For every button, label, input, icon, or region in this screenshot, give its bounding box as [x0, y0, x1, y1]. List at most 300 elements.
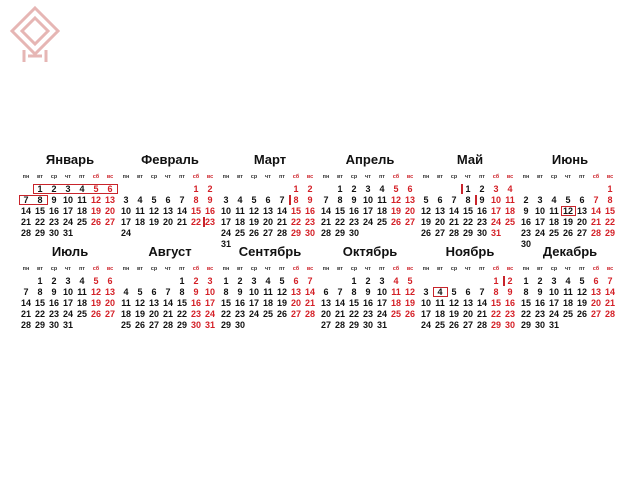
day-cell: 24 [204, 309, 215, 319]
day-cell: 5 [137, 287, 143, 297]
day-cell: 29 [334, 228, 345, 238]
day-cell: 16 [476, 206, 487, 216]
day-cell: 25 [376, 217, 387, 227]
day-cell: 23 [362, 309, 373, 319]
weekday-label: ср [50, 174, 58, 180]
day-cell: 26 [448, 320, 459, 330]
day-cell: 23 [48, 217, 59, 227]
day-cell: 25 [262, 309, 273, 319]
day-cell: 16 [48, 206, 59, 216]
day-cell: 12 [420, 206, 431, 216]
weekday-label: сб [292, 174, 300, 180]
day-cell: 6 [323, 287, 329, 297]
day-cell: 29 [34, 228, 45, 238]
day-cell: 14 [604, 287, 615, 297]
day-cell: 7 [337, 287, 343, 297]
day-cell: 13 [148, 298, 159, 308]
day-cell: 24 [362, 217, 373, 227]
weekday-label: вт [236, 174, 243, 180]
day-cell: 2 [193, 276, 199, 286]
day-cell: 13 [434, 206, 445, 216]
day-cell: 28 [162, 320, 173, 330]
holiday-highlight [203, 217, 205, 227]
day-cell: 20 [104, 298, 115, 308]
day-cell: 1 [523, 276, 529, 286]
weekday-label: чт [365, 266, 371, 272]
weekday-label: чт [65, 174, 71, 180]
weekday-label: сб [492, 266, 500, 272]
weekday-label: чт [265, 174, 271, 180]
day-cell: 16 [534, 298, 545, 308]
weekday-label: сб [92, 174, 100, 180]
month-name: Август [148, 244, 192, 259]
day-cell: 29 [290, 228, 301, 238]
day-cell: 17 [420, 309, 431, 319]
day-cell: 16 [504, 298, 515, 308]
day-cell: 9 [237, 287, 243, 297]
month-name: Июнь [551, 152, 589, 167]
day-cell: 31 [376, 320, 387, 330]
month-name: Февраль [141, 152, 199, 167]
weekday-label: вс [206, 266, 214, 272]
day-cell: 24 [490, 217, 501, 227]
day-cell: 31 [548, 320, 559, 330]
month-name: Январь [45, 152, 95, 167]
day-cell: 23 [476, 217, 487, 227]
weekday-label: ср [150, 174, 158, 180]
day-cell: 22 [34, 309, 45, 319]
day-cell: 18 [376, 206, 387, 216]
weekday-label: чт [565, 266, 571, 272]
day-cell: 20 [590, 298, 601, 308]
day-cell: 4 [551, 195, 557, 205]
day-cell: 16 [48, 298, 59, 308]
day-cell: 17 [248, 298, 259, 308]
day-cell: 3 [123, 195, 129, 205]
day-cell: 31 [220, 239, 231, 249]
day-cell: 29 [520, 320, 531, 330]
day-cell: 2 [507, 276, 513, 286]
day-cell: 21 [448, 217, 459, 227]
day-cell: 28 [476, 320, 487, 330]
day-cell: 22 [34, 217, 45, 227]
day-cell: 23 [348, 217, 359, 227]
day-cell: 13 [104, 287, 115, 297]
day-cell: 5 [451, 287, 457, 297]
weekday-header [20, 266, 120, 276]
day-cell: 17 [490, 206, 501, 216]
day-cell: 24 [120, 228, 131, 238]
day-cell: 14 [334, 298, 345, 308]
day-cell: 17 [220, 217, 231, 227]
day-cell: 7 [607, 276, 613, 286]
holiday-highlight [19, 195, 48, 205]
day-cell: 27 [290, 309, 301, 319]
weekday-label: вс [506, 266, 514, 272]
day-cell: 8 [351, 287, 357, 297]
day-cell: 14 [162, 298, 173, 308]
weekday-label: сб [292, 266, 300, 272]
weekday-label: вт [536, 174, 543, 180]
day-cell: 24 [248, 309, 259, 319]
day-cell: 19 [248, 217, 259, 227]
weekday-label: чт [465, 174, 471, 180]
day-cell: 21 [20, 217, 31, 227]
month-name: Сентябрь [238, 244, 302, 259]
day-cell: 10 [376, 287, 387, 297]
day-cell: 11 [77, 287, 87, 297]
day-cell: 10 [420, 298, 431, 308]
day-cell: 10 [220, 206, 231, 216]
day-cell: 5 [579, 276, 585, 286]
day-cell: 7 [23, 195, 29, 205]
day-cell: 12 [576, 287, 587, 297]
day-cell: 15 [462, 206, 473, 216]
month-name: Май [456, 152, 484, 167]
day-cell: 24 [548, 309, 559, 319]
day-cell: 22 [176, 309, 187, 319]
weekday-label: вт [336, 266, 343, 272]
weekday-label: ср [150, 266, 158, 272]
day-cell: 20 [576, 217, 587, 227]
weekday-label: ср [50, 266, 58, 272]
day-cell: 31 [490, 228, 501, 238]
weekday-label: ср [550, 174, 558, 180]
weekday-label: чт [65, 266, 71, 272]
day-cell: 30 [48, 228, 59, 238]
weekday-label: вт [36, 266, 43, 272]
day-cell: 29 [176, 320, 187, 330]
day-cell: 4 [79, 184, 85, 194]
day-cell: 25 [434, 320, 445, 330]
day-cell: 5 [565, 195, 571, 205]
day-cell: 3 [537, 195, 543, 205]
day-cell: 6 [407, 184, 413, 194]
day-cell: 10 [248, 287, 259, 297]
weekday-header [220, 266, 320, 276]
holiday-highlight [461, 184, 463, 194]
weekday-label: вт [436, 174, 443, 180]
day-cell: 31 [204, 320, 215, 330]
weekday-label: чт [465, 266, 471, 272]
day-cell: 26 [90, 217, 101, 227]
day-cell: 17 [204, 298, 215, 308]
day-cell: 23 [304, 217, 315, 227]
day-cell: 24 [376, 309, 387, 319]
day-cell: 6 [293, 276, 299, 286]
day-cell: 27 [262, 228, 273, 238]
day-cell: 25 [76, 217, 87, 227]
day-cell: 27 [404, 217, 415, 227]
weekday-label: сб [492, 174, 500, 180]
day-cell: 5 [251, 195, 257, 205]
day-cell: 21 [604, 298, 615, 308]
day-cell: 2 [365, 276, 371, 286]
day-cell: 21 [334, 309, 345, 319]
year-calendar [20, 0, 620, 480]
day-cell: 31 [62, 228, 73, 238]
weekday-label: ср [450, 174, 458, 180]
day-cell: 16 [234, 298, 245, 308]
weekday-label: чт [365, 174, 371, 180]
weekday-label: пт [278, 174, 285, 180]
day-cell: 4 [237, 195, 243, 205]
weekday-label: пн [422, 174, 430, 180]
day-cell: 9 [507, 287, 513, 297]
day-cell: 14 [590, 206, 601, 216]
weekday-label: вс [106, 174, 114, 180]
day-cell: 19 [90, 206, 101, 216]
day-cell: 4 [79, 276, 85, 286]
month-name: Апрель [345, 152, 395, 167]
holiday-highlight [433, 287, 448, 297]
day-cell: 14 [476, 298, 487, 308]
weekday-label: пн [522, 174, 530, 180]
day-cell: 8 [193, 195, 199, 205]
day-cell: 29 [604, 228, 615, 238]
day-cell: 12 [90, 195, 101, 205]
day-cell: 19 [134, 309, 145, 319]
day-cell: 1 [351, 276, 357, 286]
weekday-header [420, 174, 520, 184]
day-cell: 17 [534, 217, 545, 227]
holiday-highlight [475, 195, 477, 205]
day-cell: 26 [276, 309, 287, 319]
day-cell: 21 [276, 217, 287, 227]
day-cell: 2 [237, 276, 243, 286]
day-cell: 2 [207, 184, 213, 194]
day-cell: 22 [604, 217, 615, 227]
day-cell: 27 [148, 320, 159, 330]
day-cell: 12 [404, 287, 415, 297]
day-cell: 29 [348, 320, 359, 330]
holiday-highlight [503, 276, 505, 286]
day-cell: 21 [320, 217, 331, 227]
day-cell: 7 [593, 195, 599, 205]
day-cell: 16 [348, 206, 359, 216]
day-cell: 3 [207, 276, 213, 286]
day-cell: 14 [176, 206, 187, 216]
day-cell: 15 [34, 298, 45, 308]
day-cell: 19 [404, 298, 415, 308]
day-cell: 15 [490, 298, 501, 308]
day-cell: 15 [176, 298, 187, 308]
day-cell: 19 [148, 217, 159, 227]
day-cell: 30 [190, 320, 201, 330]
day-cell: 8 [465, 195, 471, 205]
day-cell: 17 [62, 298, 73, 308]
day-cell: 3 [551, 276, 557, 286]
day-cell: 11 [235, 206, 245, 216]
weekday-label: пт [278, 266, 285, 272]
day-cell: 3 [251, 276, 257, 286]
day-cell: 18 [76, 206, 87, 216]
day-cell: 7 [179, 195, 185, 205]
day-cell: 4 [379, 184, 385, 194]
day-cell: 13 [262, 206, 273, 216]
day-cell: 9 [193, 287, 199, 297]
weekday-header [120, 266, 220, 276]
day-cell: 5 [151, 195, 157, 205]
day-cell: 27 [434, 228, 445, 238]
day-cell: 28 [590, 228, 601, 238]
day-cell: 1 [179, 276, 185, 286]
weekday-label: вс [606, 174, 614, 180]
day-cell: 25 [548, 228, 559, 238]
weekday-label: ср [250, 266, 258, 272]
day-cell: 1 [37, 276, 43, 286]
day-cell: 28 [334, 320, 345, 330]
day-cell: 6 [465, 287, 471, 297]
day-cell: 7 [279, 195, 285, 205]
day-cell: 26 [248, 228, 259, 238]
day-cell: 23 [190, 309, 201, 319]
day-cell: 7 [165, 287, 171, 297]
day-cell: 17 [376, 298, 387, 308]
weekday-label: пн [522, 266, 530, 272]
weekday-label: пн [122, 266, 130, 272]
day-cell: 9 [523, 206, 529, 216]
day-cell: 16 [190, 298, 201, 308]
day-cell: 29 [220, 320, 231, 330]
weekday-label: вс [606, 266, 614, 272]
day-cell: 26 [404, 309, 415, 319]
day-cell: 23 [48, 309, 59, 319]
day-cell: 9 [537, 287, 543, 297]
day-cell: 8 [223, 287, 229, 297]
day-cell: 12 [390, 195, 401, 205]
day-cell: 9 [51, 287, 57, 297]
weekday-label: чт [565, 174, 571, 180]
day-cell: 1 [37, 184, 43, 194]
holiday-highlight [289, 195, 291, 205]
weekday-label: чт [165, 174, 171, 180]
day-cell: 4 [137, 195, 143, 205]
day-cell: 2 [351, 184, 357, 194]
day-cell: 18 [562, 298, 573, 308]
weekday-label: сб [392, 174, 400, 180]
day-cell: 30 [534, 320, 545, 330]
day-cell: 5 [93, 276, 99, 286]
weekday-header [520, 174, 620, 184]
day-cell: 25 [390, 309, 401, 319]
day-cell: 26 [390, 217, 401, 227]
day-cell: 20 [462, 309, 473, 319]
day-cell: 14 [448, 206, 459, 216]
weekday-label: пн [122, 174, 130, 180]
day-cell: 2 [307, 184, 313, 194]
day-cell: 23 [504, 309, 515, 319]
day-cell: 21 [176, 217, 187, 227]
day-cell: 3 [65, 276, 71, 286]
weekday-label: пт [578, 266, 585, 272]
day-cell: 27 [462, 320, 473, 330]
day-cell: 11 [135, 206, 145, 216]
day-cell: 2 [523, 195, 529, 205]
weekday-label: пн [222, 174, 230, 180]
day-cell: 30 [520, 239, 531, 249]
weekday-label: пн [22, 174, 30, 180]
day-cell: 27 [104, 217, 115, 227]
day-cell: 27 [104, 309, 115, 319]
day-cell: 2 [479, 184, 485, 194]
day-cell: 6 [151, 287, 157, 297]
weekday-header [420, 266, 520, 276]
weekday-header [220, 174, 320, 184]
day-cell: 29 [490, 320, 501, 330]
day-cell: 19 [390, 206, 401, 216]
day-cell: 10 [62, 195, 73, 205]
day-cell: 21 [162, 309, 173, 319]
day-cell: 4 [393, 276, 399, 286]
weekday-header [320, 266, 420, 276]
day-cell: 28 [276, 228, 287, 238]
day-cell: 13 [290, 287, 301, 297]
day-cell: 30 [48, 320, 59, 330]
day-cell: 2 [537, 276, 543, 286]
day-cell: 20 [262, 217, 273, 227]
day-cell: 13 [104, 195, 115, 205]
day-cell: 22 [462, 217, 473, 227]
weekday-label: пт [378, 174, 385, 180]
weekday-label: пн [322, 266, 330, 272]
day-cell: 20 [290, 298, 301, 308]
month-name: Март [253, 152, 287, 167]
day-cell: 1 [193, 184, 199, 194]
month-name: Ноябрь [445, 244, 495, 259]
weekday-label: пт [378, 266, 385, 272]
weekday-label: вт [136, 266, 143, 272]
day-cell: 25 [120, 320, 131, 330]
day-cell: 2 [51, 184, 57, 194]
weekday-label: пт [178, 266, 185, 272]
day-cell: 14 [320, 206, 331, 216]
weekday-label: чт [265, 266, 271, 272]
day-cell: 1 [465, 184, 471, 194]
day-cell: 18 [134, 217, 145, 227]
day-cell: 23 [520, 228, 531, 238]
day-cell: 4 [507, 184, 513, 194]
day-cell: 18 [504, 206, 515, 216]
day-cell: 11 [435, 298, 445, 308]
day-cell: 29 [34, 320, 45, 330]
weekday-label: сб [192, 174, 200, 180]
day-cell: 8 [37, 195, 43, 205]
day-cell: 17 [62, 206, 73, 216]
day-cell: 14 [20, 206, 31, 216]
weekday-label: вт [536, 266, 543, 272]
day-cell: 21 [304, 298, 315, 308]
weekday-label: вс [306, 266, 314, 272]
day-cell: 22 [334, 217, 345, 227]
day-cell: 30 [234, 320, 245, 330]
weekday-label: ср [250, 174, 258, 180]
day-cell: 1 [223, 276, 229, 286]
weekday-header [320, 174, 420, 184]
day-cell: 30 [504, 320, 515, 330]
weekday-header [20, 174, 120, 184]
day-cell: 7 [307, 276, 313, 286]
weekday-label: пн [222, 266, 230, 272]
day-cell: 3 [65, 184, 71, 194]
day-cell: 11 [549, 206, 559, 216]
day-cell: 11 [377, 195, 387, 205]
day-cell: 11 [77, 195, 87, 205]
day-cell: 3 [365, 184, 371, 194]
day-cell: 10 [362, 195, 373, 205]
day-cell: 26 [576, 309, 587, 319]
weekday-label: ср [350, 174, 358, 180]
